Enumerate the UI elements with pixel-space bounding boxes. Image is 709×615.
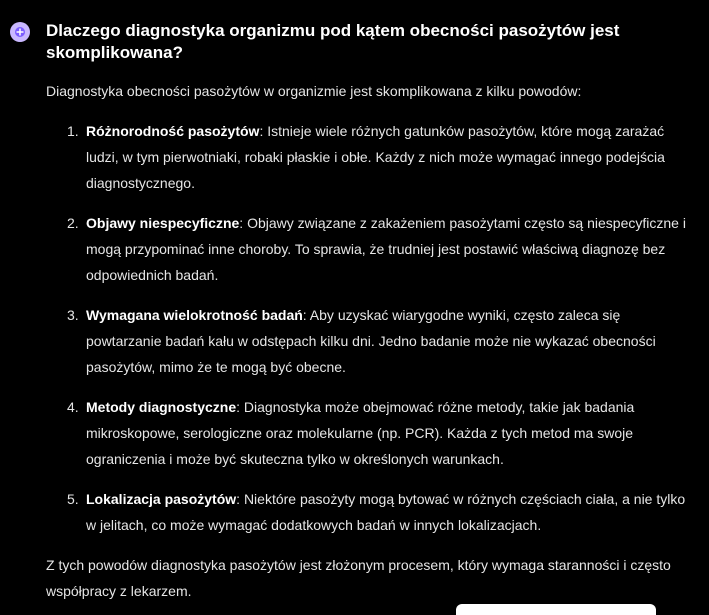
list-item	[67, 486, 698, 538]
item-title: Metody diagnostyczne	[86, 399, 237, 415]
list-item	[67, 118, 698, 196]
item-text: : Diagnostyka może obejmować różne metody, takie jak badania mikroskopowe, serologiczne oraz molekularne (np. PCR). Każda z tych metod ma swoje ograniczenia i może być skuteczna tylko w określonych warunkach.	[86, 399, 635, 467]
item-title: Objawy niespecyficzne	[86, 215, 240, 231]
item-text: : Niektóre pasożyty mogą bytować w różnych częściach ciała, a nie tylko w jelitach, co może wymagać dodatkowych badań w innych lokalizacjach.	[86, 491, 686, 533]
list-item	[67, 394, 698, 472]
item-title: Wymagana wielokrotność badań	[86, 307, 303, 323]
reasons-list	[67, 118, 698, 552]
item-text: : Objawy związane z zakażeniem pasożytami często są niespecyficzne i mogą przypominać inne choroby. To sprawia, że trudniej jest postawić właściwą diagnozę bez odpowiednich badań.	[86, 215, 686, 283]
item-number: 5.	[67, 491, 79, 507]
conclusion-paragraph: Z tych powodów diagnostyka pasożytów jest złożonym procesem, który wymaga staranności i często współpracy z lekarzem.	[46, 557, 671, 599]
list-item	[67, 302, 698, 380]
assistant-avatar	[10, 22, 30, 42]
item-title: Lokalizacja pasożytów	[86, 491, 237, 507]
plus-icon	[15, 27, 25, 37]
item-text: : Aby uzyskać wiarygodne wyniki, często zaleca się powtarzanie badań kału w odstępach kilku dni. Jedno badanie może nie wykazać obecności pasożytów, mimo że te mogą być obecne.	[86, 307, 656, 375]
item-number: 1.	[67, 123, 79, 139]
item-number: 4.	[67, 399, 79, 415]
item-title: Różnorodność pasożytów	[86, 123, 260, 139]
item-number: 2.	[67, 215, 79, 231]
floating-panel[interactable]	[456, 604, 656, 615]
intro-paragraph: Diagnostyka obecności pasożytów w organizmie jest skomplikowana z kilku powodów:	[46, 83, 582, 99]
question-heading: Dlaczego diagnostyka organizmu pod kątem obecności pasożytów jest skomplikowana?	[46, 21, 620, 62]
item-text: : Istnieje wiele różnych gatunków pasożytów, które mogą zarażać ludzi, w tym pierwotniaki, robaki płaskie i obłe. Każdy z nich może wymagać innego podejścia diagnostycznego.	[86, 123, 665, 191]
list-item	[67, 210, 698, 288]
item-number: 3.	[67, 307, 79, 323]
